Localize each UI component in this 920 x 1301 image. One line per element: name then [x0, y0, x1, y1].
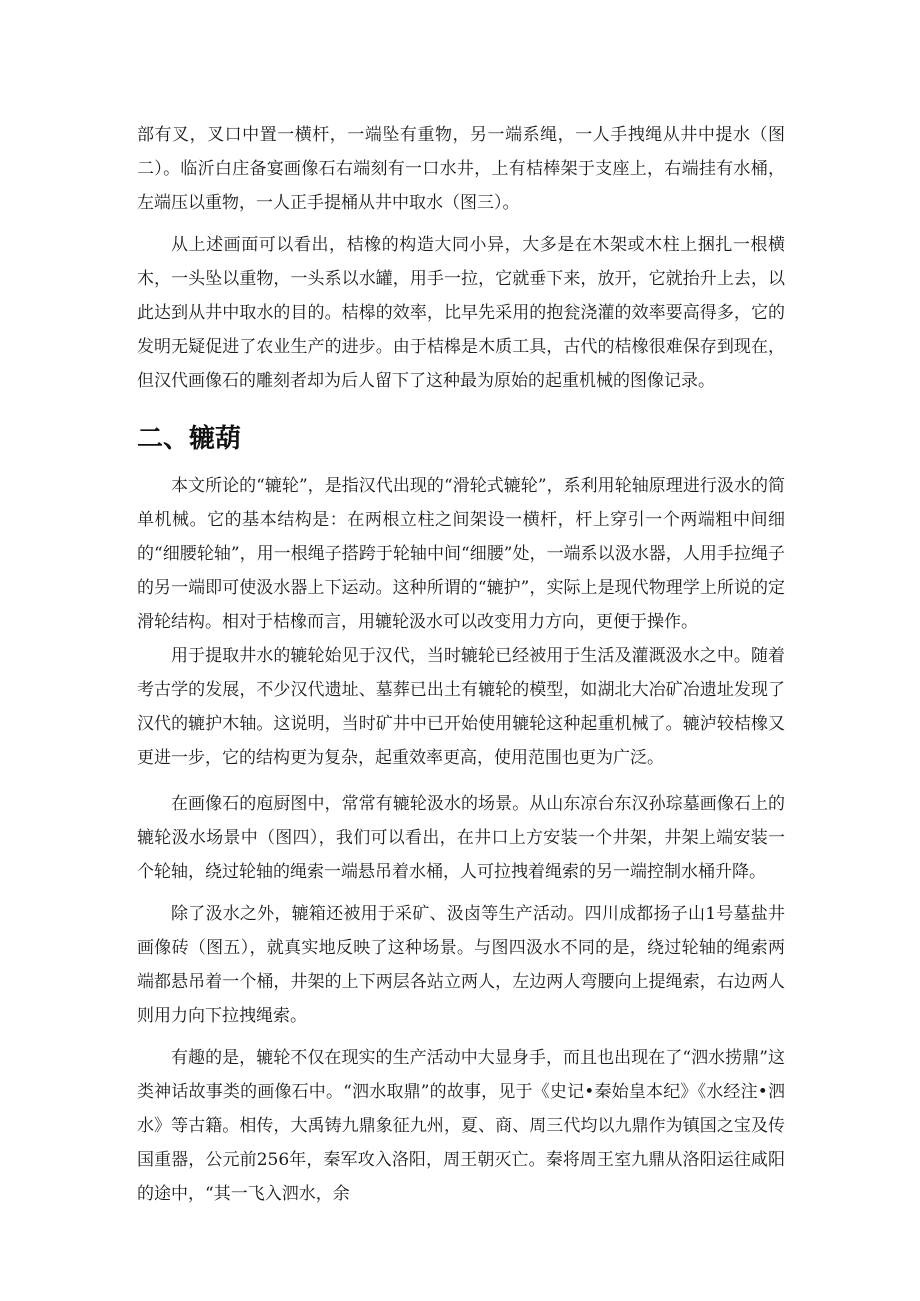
paragraph: 从上述画面可以看出，桔橡的构造大同小异，大多是在木架或木柱上捆扎一根横木，一头坠以重物，一头系以水罐，用手一拉，它就垂下来，放开，它就抬升上去，以此达到从井中取水的目的。桔槔的效率，比早先采用的抱瓮浇灌的效率要高得多，它的发明无疑促进了农业生产的进步。由于桔槔是木质工具，古代的桔橡很难保存到现在，但汉代画像石的雕刻者却为后人留下了这种最为原始的起重机械的图像记录。 — [137, 235, 785, 391]
paragraph: 在画像石的庖厨图中，常常有辘轮汲水的场景。从山东凉台东汉孙琮墓画像石上的辘轮汲水场景中（图四），我们可以看出，在井口上方安装一个井架，井架上端安装一个轮轴，绕过轮轴的绳索一端悬吊着水桶，人可拉拽着绳索的另一端控制水桶升降。 — [137, 794, 785, 882]
section-heading: 二、辘葫 — [137, 424, 242, 454]
body-text-bottom — [137, 469, 785, 1211]
paragraph: 用于提取井水的辘轮始见于汉代，当时辘轮已经被用于生活及灌溉汲水之中。随着考古学的发展，不少汉代遗址、墓葬已出土有辘轮的模型，如湖北大冶矿冶遗址发现了汉代的辘护木轴。这说明，当时矿井中已开始使用辘轮这种起重机械了。辘泸较桔橡又更进一步，它的结构更为复杂，起重效率更高，使用范围也更为广泛。 — [137, 646, 785, 768]
paragraph: 有趣的是，辘轮不仅在现实的生产活动中大显身手，而且也出现在了“泗水捞鼎”这类神话故事类的画像石中。“泗水取鼎”的故事，见于《史记•秦始皇本纪》《水经注•泗水》等古籍。相传，大禹铸九鼎象征九州，夏、商、周三代均以九鼎作为镇国之宝及传国重器，公元前256年，秦军攻入洛阳，周王朝灭亡。秦将周王室九鼎从洛阳运往咸阳的途中，“其一飞入泗水，余 — [137, 1048, 785, 1204]
body-text-top — [137, 118, 785, 398]
paragraph: 除了汲水之外，辘箱还被用于采矿、汲卤等生产活动。四川成都扬子山1号墓盐井画像砖（图五），就真实地反映了这种场景。与图四汲水不同的是，绕过轮轴的绳索两端都悬吊着一个桶，井架的上下两层各站立两人，左边两人弯腰向上提绳索，右边两人则用力向下拉拽绳索。 — [137, 904, 785, 1026]
paragraph: 本文所论的“辘轮”，是指汉代出现的“滑轮式辘轮”，系利用轮轴原理进行汲水的简单机械。它的基本结构是：在两根立柱之间架设一横杆，杆上穿引一个两端粗中间细的“细腰轮轴”，用一根绳子搭跨于轮轴中间“细腰”处，一端系以汲水器，人用手拉绳子的另一端即可使汲水器上下运动。这种所谓的“辘护”，实际上是现代物理学上所说的定滑轮结构。相对于桔橡而言，用辘轮汲水可以改变用力方向，更便于操作。 — [137, 476, 785, 632]
paragraph-continued: 部有叉，叉口中置一横杆，一端坠有重物，另一端系绳，一人手拽绳从井中提水（图二）。临沂白庄备宴画像石右端刻有一口水井，上有桔棒架于支座上，右端挂有水桶，左端压以重物，一人正手提桶从井中取水（图三）。 — [137, 125, 785, 213]
